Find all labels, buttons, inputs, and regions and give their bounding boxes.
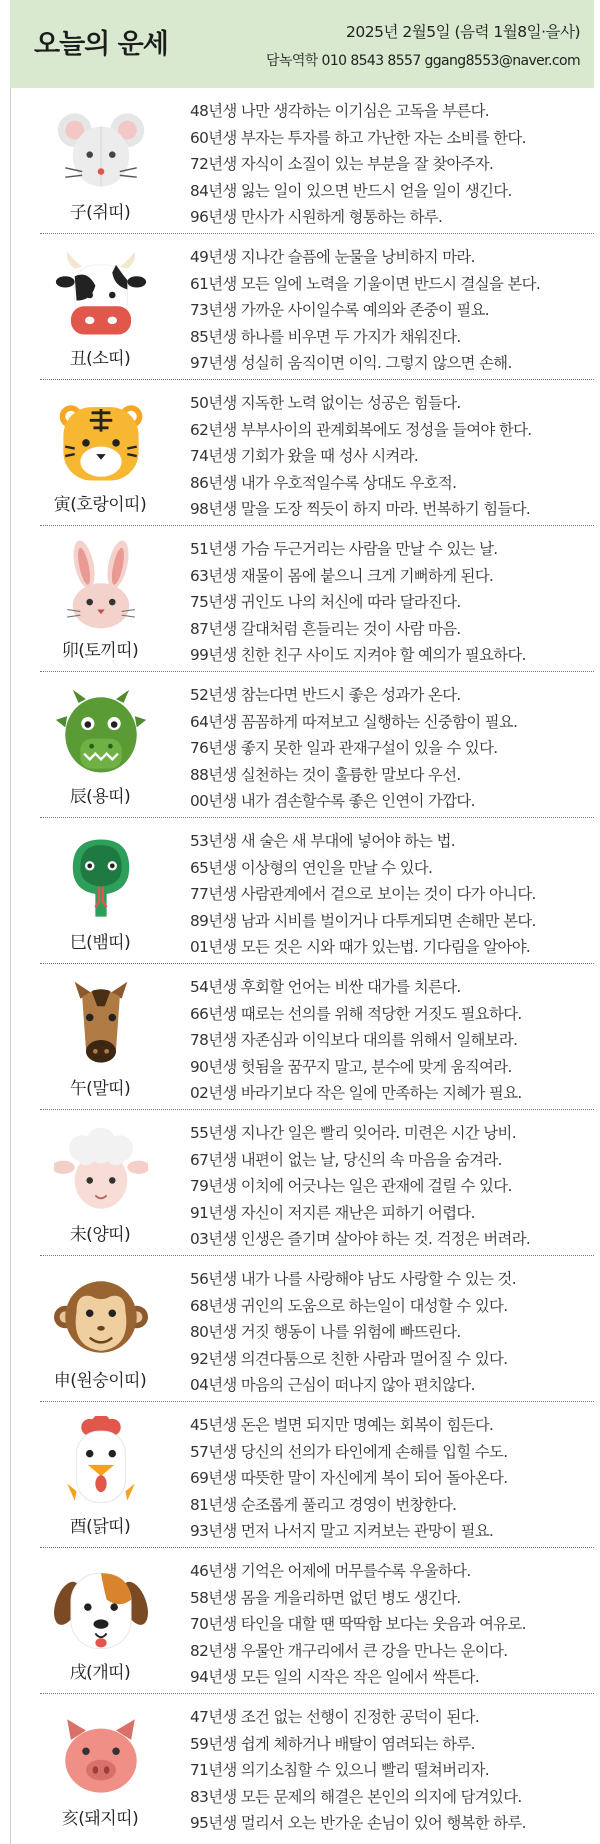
- fortune-line: 65년생 이상형의 연인을 만날 수 있다.: [190, 858, 433, 877]
- fortune-line: 66년생 때로는 선의를 위해 적당한 거짓도 필요하다.: [190, 1004, 522, 1023]
- fortune-line: 99년생 친한 친구 사이도 지켜야 할 예의가 필요하다.: [190, 646, 526, 665]
- fortune-line: 64년생 꼼꼼하게 따져보고 실행하는 신중함이 필요.: [190, 712, 518, 731]
- fortune-line: 81년생 순조롭게 풀리고 경영이 번창한다.: [190, 1495, 457, 1514]
- fortune-lines: [190, 1120, 594, 1253]
- fortune-lines: [190, 390, 594, 523]
- zodiac-label: 未(양띠): [69, 1225, 131, 1245]
- fortune-line: 73년생 가까운 사이일수록 예의와 존중이 필요.: [190, 301, 490, 320]
- fortune-line: 92년생 의견다툼으로 친한 사람과 멀어질 수 있다.: [190, 1349, 508, 1368]
- zodiac-row: [10, 382, 594, 526]
- fortune-line: 02년생 바라기보다 작은 일에 만족하는 지혜가 필요.: [190, 1084, 522, 1103]
- zodiac-label: 子(쥐띠): [69, 203, 131, 223]
- zodiac-row: [10, 1404, 594, 1548]
- zodiac-label: 戌(개띠): [69, 1663, 131, 1683]
- fortune-lines: [190, 1558, 594, 1691]
- fortune-lines: [190, 1412, 594, 1545]
- fortune-lines: [190, 98, 594, 231]
- fortune-lines: [190, 682, 594, 815]
- fortune-line: 67년생 내편이 없는 날, 당신의 속 마음을 숨겨라.: [190, 1150, 502, 1169]
- fortune-line: 63년생 재물이 몸에 붙으니 크게 기뻐하게 된다.: [190, 566, 494, 585]
- fortune-line: 50년생 지독한 노력 없이는 성공은 힘들다.: [190, 394, 461, 412]
- fortune-line: 78년생 자존심과 이익보다 대의를 위해서 일해보라.: [190, 1031, 518, 1050]
- fortune-line: 60년생 부자는 투자를 하고 가난한 자는 소비를 한다.: [190, 128, 526, 147]
- fortune-line: 87년생 갈대처럼 흔들리는 것이 사람 마음.: [190, 619, 461, 638]
- zodiac-row: [10, 820, 594, 964]
- fortune-line: 83년생 모든 문제의 해결은 본인의 의지에 담겨있다.: [190, 1787, 522, 1806]
- row-divider: [40, 379, 594, 380]
- row-divider: [40, 1547, 594, 1548]
- zodiac-row: [10, 90, 594, 234]
- fortune-line: 71년생 의기소침할 수 있으니 빨리 떨쳐버리자.: [190, 1761, 490, 1780]
- fortune-lines: [190, 828, 594, 961]
- fortune-line: 77년생 사람관계에서 겉으로 보이는 것이 다가 아니다.: [190, 885, 536, 904]
- zodiac-row: [10, 1550, 594, 1694]
- row-divider: [40, 1401, 594, 1402]
- fortune-lines: [190, 974, 594, 1107]
- zodiac-label: 辰(용띠): [69, 787, 131, 807]
- fortune-line: 62년생 부부사이의 관계회복에도 정성을 들여야 한다.: [190, 420, 532, 439]
- fortune-line: 55년생 지나간 일은 빨리 잊어라. 미련은 시간 낭비.: [190, 1124, 516, 1142]
- dog-icon: [54, 1562, 148, 1656]
- fortune-line: 56년생 내가 나를 사랑해야 남도 사랑할 수 있는 것.: [190, 1270, 516, 1288]
- cow-icon: [54, 248, 148, 342]
- zodiac-row: [10, 528, 594, 672]
- row-divider: [40, 525, 594, 526]
- fortune-line: 45년생 돈은 벌면 되지만 명예는 회복이 힘든다.: [190, 1416, 494, 1434]
- zodiac-row: [10, 1696, 594, 1840]
- zodiac-label: 午(말띠): [69, 1079, 131, 1099]
- fortune-line: 75년생 귀인도 나의 처신에 따라 달라진다.: [190, 593, 461, 612]
- fortune-line: 58년생 몸을 게을리하면 없던 병도 생긴다.: [190, 1588, 461, 1607]
- zodiac-label: 酉(닭띠): [69, 1517, 131, 1537]
- horse-icon: [54, 978, 148, 1072]
- fortune-line: 88년생 실천하는 것이 훌륭한 말보다 우선.: [190, 765, 461, 784]
- fortune-line: 74년생 기회가 왔을 때 성사 시켜라.: [190, 447, 419, 466]
- fortune-line: 49년생 지나간 슬픔에 눈물을 낭비하지 마라.: [190, 248, 475, 266]
- zodiac-label: 巳(뱀띠): [69, 933, 131, 953]
- fortune-line: 76년생 좋지 못한 일과 관재구설이 있을 수 있다.: [190, 739, 498, 758]
- fortune-line: 59년생 쉽게 체하거나 배탈이 염려되는 하루.: [190, 1734, 475, 1753]
- dragon-icon: [54, 686, 148, 780]
- fortune-line: 85년생 하나를 비우면 두 가지가 채워진다.: [190, 327, 461, 346]
- fortune-line: 90년생 헛됨을 꿈꾸지 말고, 분수에 맞게 움직여라.: [190, 1057, 512, 1076]
- fortune-line: 47년생 조건 없는 선행이 진정한 공덕이 된다.: [190, 1708, 480, 1726]
- fortune-line: 51년생 가슴 두근거리는 사람을 만날 수 있는 날.: [190, 540, 498, 558]
- fortune-line: 01년생 모든 것은 시와 때가 있는법. 기다림을 알아야.: [190, 938, 531, 957]
- fortune-lines: [190, 1704, 594, 1837]
- row-divider: [40, 1255, 594, 1256]
- zodiac-label: 寅(호랑이띠): [53, 495, 147, 515]
- row-divider: [40, 1109, 594, 1110]
- fortune-line: 70년생 타인을 대할 땐 딱딱함 보다는 웃음과 여유로.: [190, 1615, 526, 1634]
- contact-text: 담녹역학 010 8543 8557 ggang8553@naver.com: [266, 53, 580, 69]
- fortune-line: 95년생 멀리서 오는 반가운 손님이 있어 행복한 하루.: [190, 1814, 526, 1833]
- zodiac-row: [10, 1112, 594, 1256]
- tiger-icon: [54, 394, 148, 488]
- fortune-lines: [190, 244, 594, 377]
- header: [10, 0, 594, 88]
- fortune-line: 94년생 모든 일의 시작은 작은 일에서 싹튼다.: [190, 1668, 480, 1687]
- pig-icon: [54, 1708, 148, 1802]
- row-divider: [40, 671, 594, 672]
- zodiac-label: 卯(토끼띠): [61, 641, 139, 661]
- row-divider: [40, 233, 594, 234]
- fortune-line: 04년생 마음의 근심이 떠나지 않아 편치않다.: [190, 1376, 475, 1395]
- zodiac-row: [10, 674, 594, 818]
- fortune-line: 72년생 자식이 소질이 있는 부분을 잘 찾아주자.: [190, 155, 494, 174]
- zodiac-label: 申(원숭이띠): [53, 1371, 147, 1391]
- sheep-icon: [54, 1124, 148, 1218]
- fortune-line: 80년생 거짓 행동이 나를 위험에 빠뜨린다.: [190, 1323, 461, 1342]
- fortune-line: 52년생 참는다면 반드시 좋은 성과가 온다.: [190, 686, 461, 704]
- row-divider: [40, 817, 594, 818]
- rabbit-icon: [54, 540, 148, 634]
- rooster-icon: [54, 1416, 148, 1510]
- rat-icon: [54, 102, 148, 196]
- fortune-line: 68년생 귀인의 도움으로 하는일이 대성할 수 있다.: [190, 1296, 508, 1315]
- fortune-line: 82년생 우물안 개구리에서 큰 강을 만나는 운이다.: [190, 1641, 508, 1660]
- fortune-lines: [190, 536, 594, 669]
- fortune-line: 91년생 자신이 저지른 재난은 피하기 어렵다.: [190, 1203, 475, 1222]
- row-divider: [40, 1693, 594, 1694]
- fortune-line: 48년생 나만 생각하는 이기심은 고독을 부른다.: [190, 102, 490, 120]
- fortune-line: 57년생 당신의 선의가 타인에게 손해를 입힐 수도.: [190, 1442, 508, 1461]
- zodiac-label: 亥(돼지띠): [61, 1809, 139, 1829]
- fortune-line: 00년생 내가 겸손할수록 좋은 인연이 가깝다.: [190, 792, 475, 811]
- fortune-line: 61년생 모든 일에 노력을 기울이면 반드시 결실을 본다.: [190, 274, 541, 293]
- fortune-line: 93년생 먼저 나서지 말고 지켜보는 관망이 필요.: [190, 1522, 494, 1541]
- fortune-line: 84년생 잃는 일이 있으면 반드시 얻을 일이 생긴다.: [190, 181, 512, 200]
- fortune-line: 96년생 만사가 시원하게 형통하는 하루.: [190, 208, 443, 227]
- fortune-line: 79년생 이치에 어긋나는 일은 관재에 걸릴 수 있다.: [190, 1177, 512, 1196]
- fortune-line: 46년생 기억은 어제에 머무를수록 우울하다.: [190, 1562, 471, 1580]
- fortune-line: 97년생 성실히 움직이면 이익. 그렇지 않으면 손해.: [190, 354, 512, 373]
- fortune-line: 86년생 내가 우호적일수록 상대도 우호적.: [190, 473, 457, 492]
- fortune-line: 53년생 새 술은 새 부대에 넣어야 하는 법.: [190, 832, 456, 850]
- fortune-line: 89년생 남과 시비를 벌이거나 다투게되면 손해만 본다.: [190, 911, 536, 930]
- zodiac-label: 丑(소띠): [69, 349, 131, 369]
- snake-icon: [54, 832, 148, 926]
- zodiac-row: [10, 236, 594, 380]
- fortune-lines: [190, 1266, 594, 1399]
- page-title: 오늘의 운세: [34, 29, 168, 60]
- fortune-line: 03년생 인생은 즐기며 살아야 하는 것. 걱정은 버려라.: [190, 1230, 531, 1249]
- fortune-line: 54년생 후회할 언어는 비싼 대가를 치른다.: [190, 978, 461, 996]
- date-text: 2025년 2월5일 (음력 1월8일·을사): [346, 23, 580, 41]
- fortune-line: 98년생 말을 도장 찍듯이 하지 마라. 번복하기 힘들다.: [190, 500, 531, 519]
- fortune-line: 69년생 따뜻한 말이 자신에게 복이 되어 돌아온다.: [190, 1469, 508, 1488]
- zodiac-row: [10, 966, 594, 1110]
- zodiac-row: [10, 1258, 594, 1402]
- row-divider: [40, 963, 594, 964]
- monkey-icon: [54, 1270, 148, 1364]
